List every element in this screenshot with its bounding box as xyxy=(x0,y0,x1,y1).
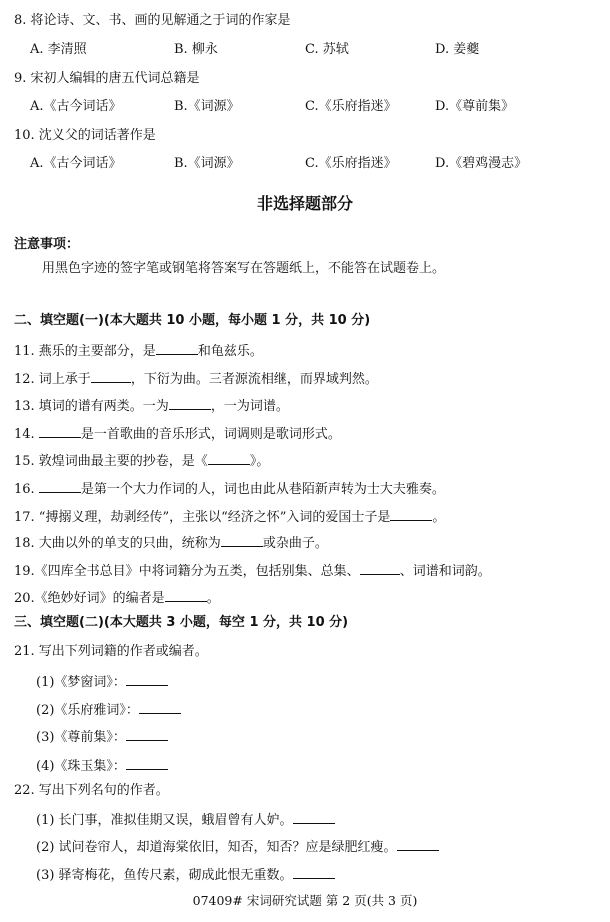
answer-blank[interactable] xyxy=(165,587,207,602)
q8-option-b: B. 柳永 xyxy=(174,42,218,57)
section-title: 非选择题部分 xyxy=(256,194,353,213)
question-22-item-2: (2) 试问卷帘人，却道海棠依旧，知否，知否？应是绿肥红瘦。 xyxy=(36,836,439,857)
q10-option-b: B.《词源》 xyxy=(174,156,240,171)
question-12: 12. 词上承于 ，下衍为曲。三者源流相继，而界域判然。 xyxy=(14,368,378,389)
question-22-item-3: (3) 驿寄梅花，鱼传尺素，砌成此恨无重数。 xyxy=(36,864,335,885)
answer-blank[interactable] xyxy=(293,864,335,879)
question-17: 17. “搏搦义理，劫剥经传”，主张以“经济之怀”入词的爱国士子是 。 xyxy=(14,506,445,527)
q9-option-b: B.《词源》 xyxy=(174,99,240,114)
q9-option-c: C.《乐府指迷》 xyxy=(305,99,397,114)
answer-blank[interactable] xyxy=(208,450,250,465)
question-20: 20.《绝妙好词》的编者是 。 xyxy=(14,587,220,608)
answer-blank[interactable] xyxy=(293,809,335,824)
question-21-item-4: (4)《珠玉集》： xyxy=(36,755,168,776)
question-9-stem: 9. 宋初人编辑的唐五代词总籍是 xyxy=(14,71,200,86)
answer-blank[interactable] xyxy=(39,423,81,438)
answer-blank[interactable] xyxy=(360,560,400,575)
part3-heading: 三、填空题(二)(本大题共 3 小题，每空 1 分，共 10 分) xyxy=(14,615,349,630)
question-14: 14. 是一首歌曲的音乐形式，词调则是歌词形式。 xyxy=(14,423,341,444)
question-18: 18. 大曲以外的单支的只曲，统称为 或杂曲子。 xyxy=(14,532,328,553)
answer-blank[interactable] xyxy=(126,671,168,686)
question-21-item-2: (2)《乐府雅词》： xyxy=(36,699,181,720)
q8-option-a: A. 李清照 xyxy=(30,42,87,57)
question-22-stem: 22. 写出下列名句的作者。 xyxy=(14,783,169,798)
q10-option-a: A.《古今词话》 xyxy=(30,156,122,171)
q8-option-c: C. 苏轼 xyxy=(305,42,349,57)
part2-heading: 二、填空题(一)(本大题共 10 小题，每小题 1 分，共 10 分) xyxy=(14,313,371,328)
q8-option-d: D. 姜夔 xyxy=(435,42,480,57)
answer-blank[interactable] xyxy=(156,340,198,355)
question-13: 13. 填词的谱有两类。一为 ，一为词谱。 xyxy=(14,395,289,416)
answer-blank[interactable] xyxy=(39,478,81,493)
answer-blank[interactable] xyxy=(139,699,181,714)
question-19: 19.《四库全书总目》中将词籍分为五类，包括别集、总集、 、词谱和词韵。 xyxy=(14,560,491,581)
question-22-item-1: (1) 长门事，准拟佳期又误，蛾眉曾有人妒。 xyxy=(36,809,335,830)
question-21-stem: 21. 写出下列词籍的作者或编者。 xyxy=(14,644,208,659)
answer-blank[interactable] xyxy=(390,506,432,521)
question-16: 16. 是第一个大力作词的人，词也由此从巷陌新声转为士大夫雅奏。 xyxy=(14,478,445,499)
q10-option-c: C.《乐府指迷》 xyxy=(305,156,397,171)
notice-text: 用黑色字迹的签字笔或钢笔将答案写在答题纸上，不能答在试题卷上。 xyxy=(42,261,446,276)
question-21-item-1: (1)《梦窗词》： xyxy=(36,671,168,692)
notice-heading: 注意事项： xyxy=(14,237,80,252)
question-15: 15. 敦煌词曲最主要的抄卷，是《 》。 xyxy=(14,450,269,471)
answer-blank[interactable] xyxy=(126,726,168,741)
question-8-stem: 8. 将论诗、文、书、画的见解通之于词的作家是 xyxy=(14,13,291,28)
question-21-item-3: (3)《尊前集》： xyxy=(36,726,168,747)
answer-blank[interactable] xyxy=(221,532,263,547)
question-11: 11. 燕乐的主要部分，是 和龟兹乐。 xyxy=(14,340,263,361)
q9-option-d: D.《尊前集》 xyxy=(435,99,515,114)
answer-blank[interactable] xyxy=(126,755,168,770)
page-footer: 07409# 宋词研究试题 第 2 页(共 3 页) xyxy=(192,893,418,908)
question-10-stem: 10. 沈义父的词话著作是 xyxy=(14,128,156,143)
answer-blank[interactable] xyxy=(397,836,439,851)
q9-option-a: A.《古今词话》 xyxy=(30,99,122,114)
answer-blank[interactable] xyxy=(91,368,131,383)
answer-blank[interactable] xyxy=(169,395,211,410)
q10-option-d: D.《碧鸡漫志》 xyxy=(435,156,528,171)
